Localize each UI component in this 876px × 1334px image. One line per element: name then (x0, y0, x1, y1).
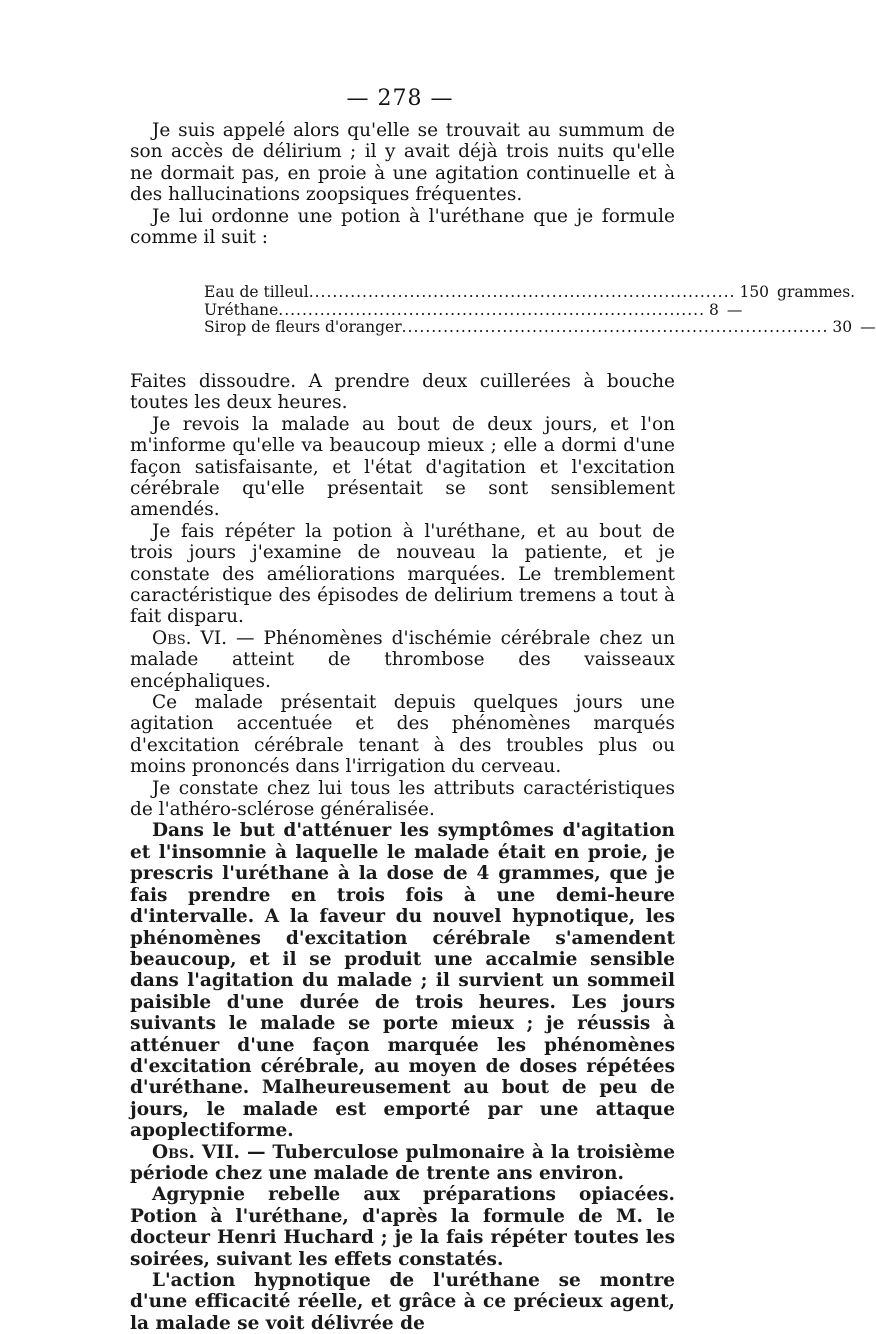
leader-dots: ........................................................................ (401, 318, 829, 337)
text-body (130, 120, 876, 1334)
paragraph: Je fais répéter la potion à l'uréthane, et au bout de trois jours j'examine de nouveau la patiente, et je constate des améliorations marquées. Le tremblement caractéristique des épisodes de delirium tremens a tout à fait disparu. (130, 520, 675, 628)
paragraph: Dans le but d'atténuer les symptômes d'agitation et l'insomnie à laquelle le malade était en proie, je prescris l'uréthane à la dose de 4 grammes, que je fais prendre en trois fois à une demi-heure d'intervalle. A la faveur du nouvel hypnotique, les phénomènes d'excitation cérébrale s'amendent beaucoup, et il se produit une accalmie sensible dans l'agitation du malade ; il survient un sommeil paisible d'une durée de trois heures. Les jours suivants le malade se porte mieux ; je réussis à atténuer d'une façon marquée les phénomènes d'excitation cérébrale, au moyen de doses répétées d'uréthane. Malheureusement au bout de peu de jours, le malade est emporté par une attaque apoplectiforme. (130, 820, 675, 1142)
observation-title: — Tuberculose pulmonaire à la troisième période chez une malade de trente ans environ. (130, 1141, 675, 1184)
formula-row (204, 318, 876, 337)
ingredient-name: Sirop de fleurs d'oranger (204, 318, 402, 337)
page-number: — 278 — (346, 86, 454, 111)
observation-label: Obs. VII. (152, 1141, 240, 1163)
paragraph: Je constate chez lui tous les attributs caractéristiques de l'athéro-sclérose généralisée. (130, 777, 675, 821)
ingredient-unit: grammes. (777, 283, 856, 302)
observation-heading (130, 628, 675, 692)
observation-heading (130, 1142, 675, 1185)
ingredient-unit: — (860, 318, 876, 337)
ingredient-quantity: 150 (739, 283, 770, 302)
paragraph: Je suis appelé alors qu'elle se trouvait au summum de son accès de délirium ; il y avait déjà trois nuits qu'elle ne dormait pas, en proie à une agitation continuelle et à des hallucinations zoopsiques fréquentes. (130, 120, 675, 206)
formula-row (204, 283, 856, 302)
ingredient-quantity: 8 (709, 300, 719, 319)
ingredient-unit: — (726, 300, 743, 319)
observation-title: — Phénomènes d'ischémie cérébrale chez un malade atteint de thrombose des vaisseaux encéphaliques. (130, 627, 676, 692)
leader-dots: ........................................................................ (278, 300, 706, 319)
formula-row (204, 300, 743, 320)
paragraph: Agrypnie rebelle aux préparations opiacées. Potion à l'uréthane, d'après la formule de M. le docteur Henri Huchard ; je la fais répéter toutes les soirées, suivant les effets constatés. (130, 1184, 675, 1270)
paragraph: Je revois la malade au bout de deux jours, et l'on m'informe qu'elle va beaucoup mieux ; elle a dormi d'une façon satisfaisante, et l'état d'agitation et l'excitation cérébrale qu'elle présentait se sont sensiblement amendés. (130, 413, 675, 521)
paragraph: Faites dissoudre. A prendre deux cuillerées à bouche toutes les deux heures. (130, 370, 675, 414)
paragraph: L'action hypnotique de l'uréthane se montre d'une efficacité réelle, et grâce à ce précieux agent, la malade se voit délivrée de (130, 1270, 675, 1334)
paragraph: Je lui ordonne une potion à l'uréthane que je formule comme il suit : (130, 205, 675, 249)
ingredient-name: Uréthane (204, 300, 279, 319)
leader-dots: ........................................................................ (308, 283, 736, 302)
ingredient-quantity: 30 (832, 318, 853, 337)
ingredient-name: Eau de tilleul (204, 283, 309, 302)
observation-label: Obs. VI. (152, 627, 228, 649)
prescription-formula (204, 283, 876, 337)
paragraph: Ce malade présentait depuis quelques jours une agitation accentuée et des phénomènes marqués d'excitation cérébrale tenant à des troubles plus ou moins prononcés dans l'irrigation du cerveau. (130, 692, 675, 778)
